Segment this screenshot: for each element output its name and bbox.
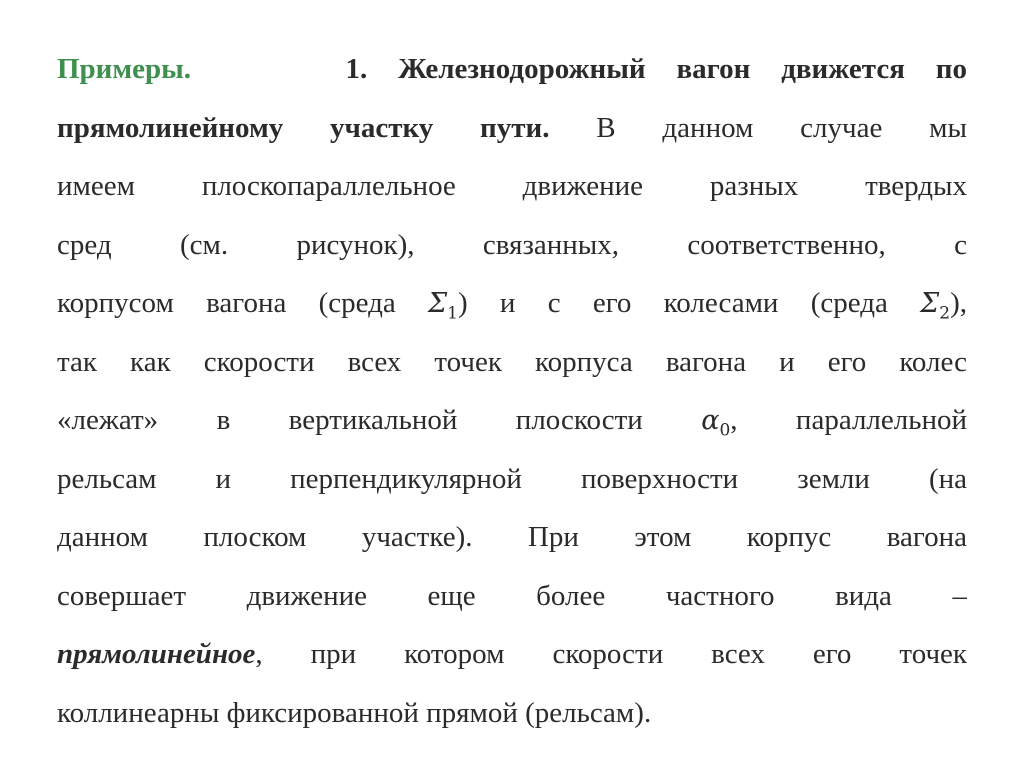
example-number: 1.: [345, 53, 368, 85]
text-line-3: [57, 157, 967, 216]
slide-text-block: [57, 40, 967, 742]
text-segment: сред (см. рисунок), связанных, соответственно, с: [57, 228, 967, 261]
emphasized-term: прямолинейное: [57, 638, 256, 670]
text-segment: имеем плоскопараллельное движение разных твердых: [57, 170, 967, 202]
alpha0-symbol: $\alpha_0$: [701, 405, 731, 441]
text-line-8: [57, 450, 967, 509]
text-line-1: [57, 40, 967, 99]
sigma1-symbol: $\Sigma_1$: [428, 288, 458, 324]
text-segment: , параллельной: [730, 404, 967, 436]
example-heading-part2: прямолинейному участку пути.: [57, 111, 550, 144]
text-line-10: [57, 567, 967, 626]
text-segment: В данном случае мы: [596, 111, 967, 144]
sigma2-symbol: $\Sigma_2$: [920, 288, 951, 324]
text-segment: совершает движение еще более частного вида –: [57, 579, 967, 612]
text-line-7: [57, 391, 967, 450]
text-line-5: [57, 274, 967, 333]
text-segment: «лежат» в вертикальной плоскости: [57, 404, 643, 436]
text-line-2: [57, 99, 967, 158]
text-segment: коллинеарны фиксированной прямой (рельсам).: [57, 696, 652, 729]
text-segment: рельсам и перпендикулярной поверхности земли (на: [57, 462, 967, 495]
text-segment: данном плоском участке). При этом корпус вагона: [57, 521, 967, 553]
text-segment: ) и с его колесами (среда: [457, 287, 888, 319]
text-line-4: [57, 216, 967, 275]
text-segment: корпусом вагона (среда: [57, 287, 396, 319]
text-segment: так как скорости всех точек корпуса вагона и его колес: [57, 345, 967, 378]
text-segment: ),: [950, 287, 967, 319]
examples-label: Примеры.: [57, 53, 192, 85]
text-segment: , при котором скорости всех его точек: [255, 638, 967, 670]
text-line-11: [57, 625, 967, 684]
example-heading-part1: Железнодорожный вагон движется по: [398, 53, 967, 85]
text-line-9: [57, 508, 967, 567]
text-line-12: [57, 684, 967, 743]
text-line-6: [57, 333, 967, 392]
